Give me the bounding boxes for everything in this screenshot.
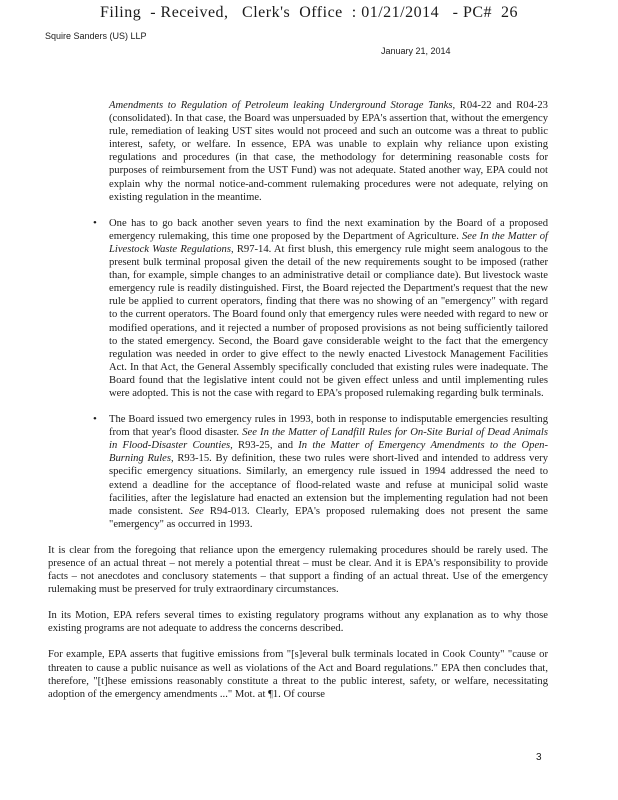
case-citation: See In the Matter of Livestock Waste Regulations, bbox=[109, 230, 548, 255]
item-text: One has to go back another seven years to find the next examination by the Board of a proposed emergency rulemaking, this time one proposed by the Department of Agriculture. bbox=[109, 217, 548, 242]
paragraph-text: R04-22 and R04-23 (consolidated). In that case, the Board was unpersuaded by EPA's assertion that, without the emergency rule, remediation of leaking UST sites would not proceed and such an outcome was a threat to public interest, safety, or welfare. In essence, EPA was unable to explain why reliance upon existing regulations and procedures (in that case, the methodology for determining reasonable costs for purposes of reimbursement from the UST Fund) was not adequate. Stated another way, EPA could not explain why the normal notice-and-comment rulemaking procedures were not adequate, relying on existing regulation in the meantime. bbox=[109, 100, 548, 203]
case-citation: See bbox=[189, 505, 204, 517]
firm-name: Squire Sanders (US) LLP bbox=[45, 31, 147, 41]
case-citation: In the Matter of Emergency Amendments to the Open-Burning Rules, bbox=[109, 440, 548, 465]
continued-paragraph bbox=[109, 99, 548, 204]
body-paragraph: For example, EPA asserts that fugitive emissions from "[s]everal bulk terminals located in Cook County" "cause or threaten to cause a public nuisance as well as violations of the Act and Board regulations." EPA then concludes that, therefore, "[t]hese emissions reasonably constitute a threat to the public interest, safety, or welfare, necessitating adoption of the emergency amendments ..." Mot. at ¶1. Of course bbox=[48, 649, 548, 700]
item-text: R94-013. Clearly, EPA's proposed rulemaking does not present the same "emergency" as occurred in 1993. bbox=[109, 505, 548, 530]
list-item bbox=[93, 413, 548, 531]
letter-body bbox=[48, 99, 548, 701]
filing-stamp: Filing - Received, Clerk's Office : 01/21/2014 - PC# 26 bbox=[99, 4, 519, 21]
bullet-list bbox=[48, 217, 548, 531]
item-text: R97-14. At first blush, this emergency rule might seem analogous to the present bulk terminal proposal given the detail of the new requirements sought to be imposed (rather than, for example, simple changes to an administrative detail or compliance date). But livestock waste emergency rule is readily distinguished. First, the Board rejected the Department's request that the new rule be applied to current operators, finding that there was no showing of an "emergency" with regard to the current operators. The Board found only that emergency rules were needed with regard to new or modified operations, and it rejected a number of proposed provisions as not being sufficiently tailored to the stated emergency. Second, the Board gave considerable weight to the fact that the emergency regulation was needed in order to give effect to the newly enacted Livestock Management Facilities Act. In that Act, the General Assembly specifically concluded that existing rules were inadequate. The Board found that the legislative intent could not be given effect unless and until implementing rules were adopted. This is not the case with regard to EPA's proposed rulemaking regarding bulk terminals. bbox=[109, 243, 548, 399]
case-citation: See In the Matter of Landfill Rules for On-Site Burial of Dead Animals in Flood-Disaster Counties, bbox=[109, 427, 548, 452]
body-paragraph: In its Motion, EPA refers several times to existing regulatory programs without any explanation as to why those existing programs are not adequate to address the concerns described. bbox=[48, 610, 548, 635]
bullet-icon: • bbox=[93, 413, 97, 426]
item-text: The Board issued two emergency rules in 1993, both in response to indisputable emergencies resulting from that year's flood disaster. bbox=[109, 414, 548, 439]
item-text: R93-15. By definition, these two rules were short-lived and intended to address very specific emergency situations. Similarly, an emergency rule issued in 1994 addressed the need to extend a deadline for the acceptance of flood-related waste and refuse at municipal solid waste facilities, after the legislature had enacted an extension but the implementing regulation had not been made consistent. bbox=[109, 453, 548, 517]
case-citation: Amendments to Regulation of Petroleum leaking Underground Storage Tanks, bbox=[109, 100, 456, 111]
item-text: R93-25, and bbox=[232, 440, 299, 452]
bullet-icon: • bbox=[93, 216, 97, 229]
list-item bbox=[93, 216, 548, 400]
page-number: 3 bbox=[536, 752, 542, 763]
letter-date: January 21, 2014 bbox=[381, 46, 451, 56]
body-paragraph: It is clear from the foregoing that reliance upon the emergency rulemaking procedures should be rarely used. The presence of an actual threat – not merely a potential threat – must be clear. And it is EPA's responsibility to provide facts – not anecdotes and conclusory statements – that support a finding of an actual threat. Use of the emergency rulemaking must be preserved for truly extraordinary circumstances. bbox=[48, 544, 548, 596]
